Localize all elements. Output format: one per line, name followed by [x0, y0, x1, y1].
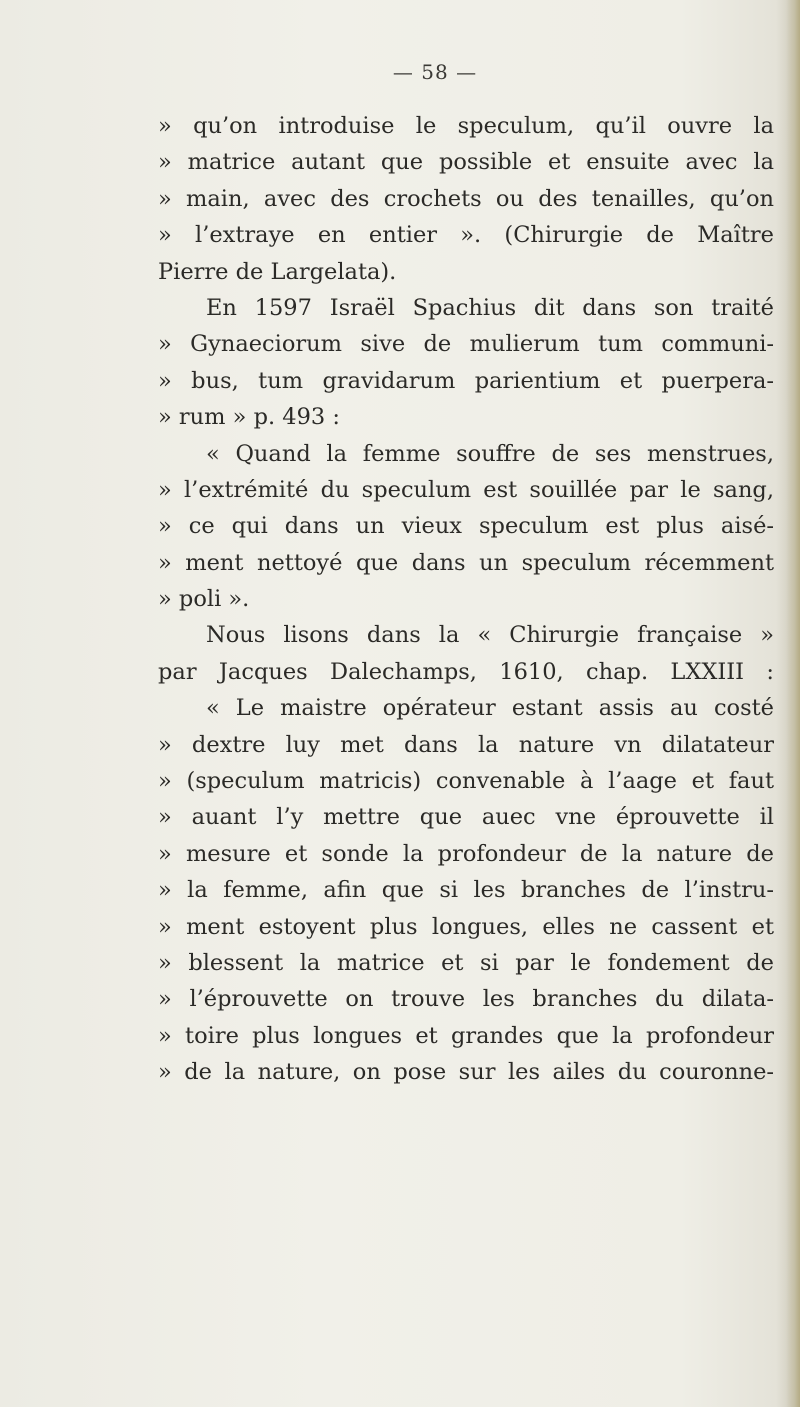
- page-edge: [786, 0, 800, 1407]
- text-line: » toire plus longues et grandes que la profondeur: [158, 1022, 774, 1049]
- text-line: » rum » p. 493 :: [158, 404, 340, 431]
- text-line: » blessent la matrice et si par le fondement de: [158, 949, 774, 976]
- text-line: » l’extrémité du speculum est souillée par le sang,: [158, 476, 774, 503]
- text-line: » ment estoyent plus longues, elles ne cassent et: [158, 913, 774, 940]
- text-line: « Le maistre opérateur estant assis au costé: [206, 695, 774, 722]
- text-line: » main, avec des crochets ou des tenailles, qu’on: [158, 185, 774, 212]
- text-line: « Quand la femme souffre de ses menstrues,: [206, 440, 774, 467]
- text-line: » Gynaeciorum sive de mulierum tum communi-: [158, 331, 774, 358]
- text-line: » auant l’y mettre que auec vne éprouvette il: [158, 804, 774, 831]
- text-line: » matrice autant que possible et ensuite avec la: [158, 149, 774, 176]
- text-line: En 1597 Israël Spachius dit dans son traité: [206, 294, 774, 321]
- text-line: » mesure et sonde la profondeur de la nature de: [158, 840, 774, 867]
- text-line: » l’éprouvette on trouve les branches du dilata-: [158, 986, 774, 1013]
- text-line: Nous lisons dans la « Chirurgie française »: [206, 622, 774, 649]
- text-line: par Jacques Dalechamps, 1610, chap. LXXIII :: [158, 658, 774, 685]
- text-line: » ce qui dans un vieux speculum est plus aisé-: [158, 513, 774, 540]
- text-line: » l’extraye en entier ». (Chirurgie de Maître: [158, 222, 774, 249]
- text-line: » dextre luy met dans la nature vn dilatateur: [158, 731, 774, 758]
- text-line: » poli ».: [158, 586, 250, 613]
- text-line: » ment nettoyé que dans un speculum récemment: [158, 549, 774, 576]
- text-line: » bus, tum gravidarum parientium et puerpera-: [158, 367, 774, 394]
- text-line: » la femme, afin que si les branches de l’instru-: [158, 877, 774, 904]
- text-line: » (speculum matricis) convenable à l’aage et faut: [158, 768, 774, 795]
- text-line: Pierre de Largelata).: [158, 258, 397, 285]
- body-text: [158, 108, 774, 1091]
- text-line: » qu’on introduise le speculum, qu’il ouvre la: [158, 113, 774, 139]
- text-line: » de la nature, on pose sur les ailes du couronne-: [158, 1059, 774, 1086]
- page-number: — 58 —: [392, 60, 478, 84]
